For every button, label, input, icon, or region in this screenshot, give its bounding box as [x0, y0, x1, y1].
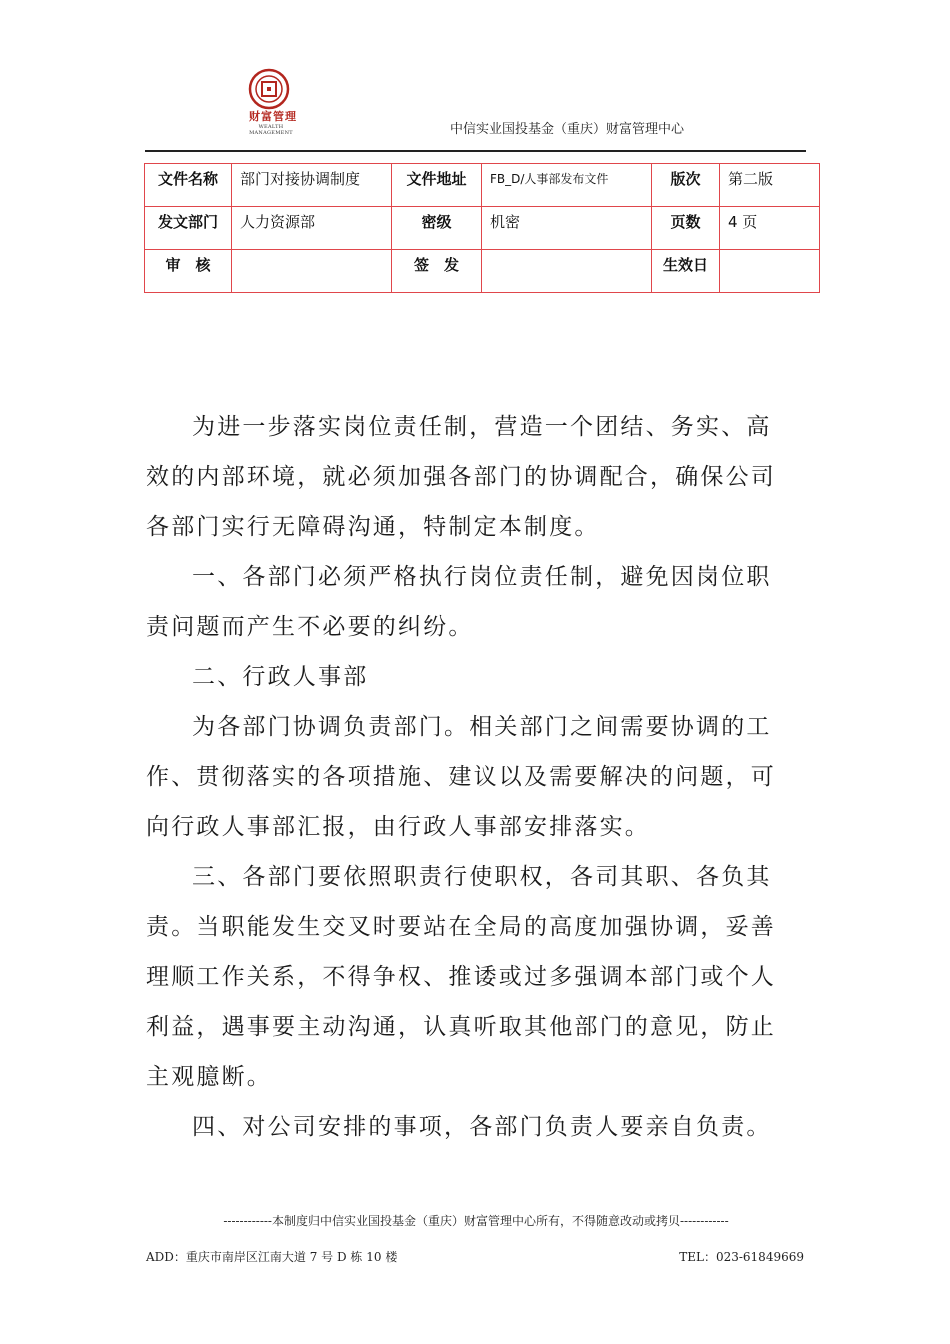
paragraph-intro: 为进一步落实岗位责任制，营造一个团结、务实、高效的内部环境，就必须加强各部门的协调配合，确保公司各部门实行无障碍沟通，特制定本制度。 [146, 414, 776, 540]
paragraph-item-1: 一、各部门必须严格执行岗位责任制，避免因岗位职责问题而产生不必要的纠纷。 [146, 564, 772, 640]
label-file-path: 文件地址 [392, 164, 482, 207]
label-classification: 密级 [392, 207, 482, 250]
value-effective-date [720, 250, 820, 293]
logo-english-text: WEALTH MANAGEMENT [249, 124, 293, 136]
label-issuing-dept: 发文部门 [145, 207, 232, 250]
label-version: 版次 [652, 164, 720, 207]
label-file-name: 文件名称 [145, 164, 232, 207]
paragraph-item-2-body: 为各部门协调负责部门。相关部门之间需要协调的工作、贯彻落实的各项措施、建议以及需要解决的问题，可向行政人事部汇报，由行政人事部安排落实。 [146, 714, 776, 840]
value-version: 第二版 [720, 164, 820, 207]
label-effective-date: 生效日 [652, 250, 720, 293]
value-review [232, 250, 392, 293]
document-body [146, 402, 786, 1152]
paragraph-item-2-heading: 二、行政人事部 [192, 664, 369, 690]
paragraph-item-3: 三、各部门要依照职责行使职权，各司其职、各负其责。当职能发生交叉时要站在全局的高度加强协调，妥善理顺工作关系，不得争权、推诿或过多强调本部门或个人利益，遇事要主动沟通，认真听取其他部门的意见，防止主观臆断。 [146, 864, 776, 1090]
value-file-name: 部门对接协调制度 [232, 164, 392, 207]
value-sign-off [482, 250, 652, 293]
value-classification: 机密 [482, 207, 652, 250]
value-issuing-dept: 人力资源部 [232, 207, 392, 250]
label-page-count: 页数 [652, 207, 720, 250]
table-row [145, 207, 820, 250]
header-divider [145, 150, 806, 152]
logo-emblem [236, 68, 302, 112]
table-row [145, 250, 820, 293]
header-organization: 中信实业国投基金（重庆）财富管理中心 [450, 122, 685, 137]
footer-telephone: TEL：023-61849669 [679, 1250, 804, 1264]
value-page-count: 4 页 [720, 207, 820, 250]
table-row [145, 164, 820, 207]
logo-chinese-text: 财富管理 [249, 110, 297, 123]
document-info-table [144, 163, 820, 293]
footer-copyright-note: ------------本制度归中信实业国投基金（重庆）财富管理中心所有，不得随意改动或拷贝------------ [223, 1214, 729, 1228]
paragraph-item-4: 四、对公司安排的事项，各部门负责人要亲自负责。 [192, 1114, 772, 1140]
footer-address: ADD：重庆市南岸区江南大道 7 号 D 栋 10 楼 [146, 1250, 398, 1264]
value-file-path: FB_D/人事部发布文件 [482, 164, 652, 207]
label-sign-off: 签 发 [392, 250, 482, 293]
label-review: 审 核 [145, 250, 232, 293]
